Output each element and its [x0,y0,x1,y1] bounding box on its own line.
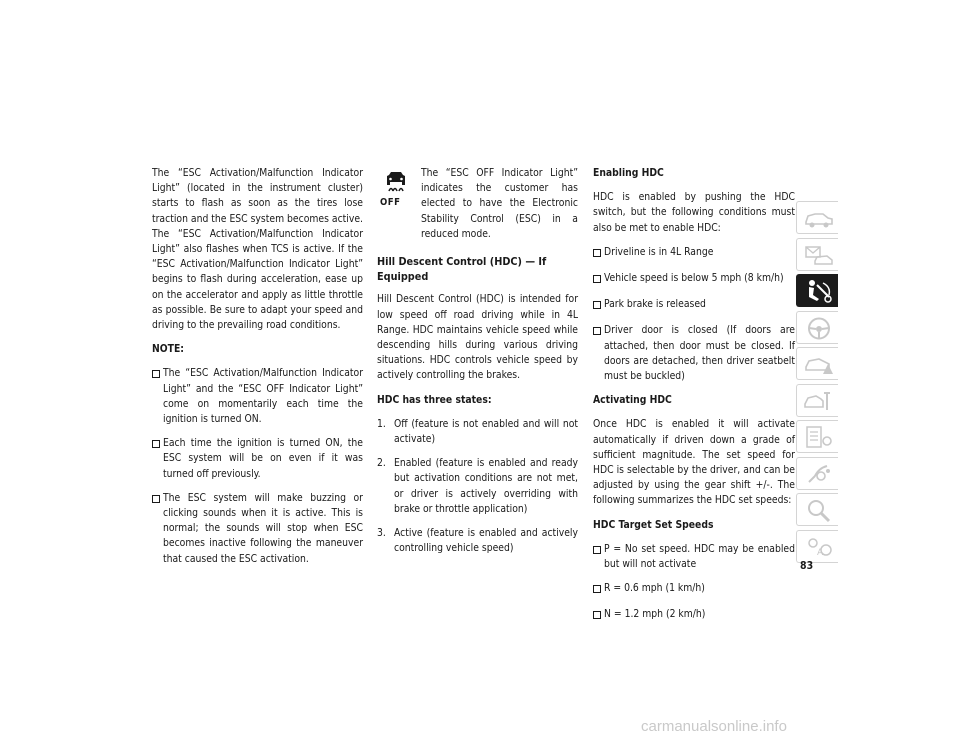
svg-text:A: A [817,547,824,558]
bullet-box-icon [593,585,601,593]
state-item: 3. Active (feature is enabled and actively controlling vehicle speed) [377,527,578,555]
column-left [152,166,363,576]
note-label: NOTE: [152,343,184,356]
seat-airbag-icon [803,279,835,304]
footer-watermark[interactable]: carmanualsonline.info [641,718,787,735]
bullet-box-icon [593,301,601,309]
enabling-paragraph: HDC is enabled by pushing the HDC switch, but the following conditions must also be met to enable HDC: [593,191,795,234]
chapter-tab[interactable] [796,493,838,526]
esc-intro-paragraph: The “ESC Activation/Malfunction Indicator Light” (located in the instrument cluster) starts to flash as soon as the tires lose traction and the ESC system becomes active. The “ESC Activation/Malfunction Indicator Light” also flashes when TCS is active. If the “ESC Activation/Malfunction Indicator Light” begins to flash during acceleration, ease up on the accelerator and apply as little throttle as possible. Be sure to adapt your speed and driving to the prevailing road conditions. [152,167,363,332]
chapter-tab[interactable] [796,420,838,453]
note-item: The ESC system will make buzzing or clicking sounds when it is active. This is normal; the sounds will stop when ESC becomes inactive following the maneuver that caused the ESC activation. [152,491,363,567]
condition-item: Driver door is closed (If doors are attached, then door must be closed. If doors are detached, then driver seatbelt must be buckled) [593,323,795,384]
chapter-tab[interactable] [796,457,838,490]
note-item: The “ESC Activation/Malfunction Indicator Light” and the “ESC OFF Indicator Light” come on momentarily each time the ignition is turned ON. [152,366,363,427]
chapter-tab[interactable] [796,347,838,380]
esc-off-indicator-block [377,166,578,242]
chapter-tab[interactable] [796,384,838,417]
page-number: 83 [800,560,814,572]
chapter-tab[interactable] [796,530,838,563]
maintenance-list-icon [803,425,835,450]
car-service-icon [803,389,835,414]
chapter-tab[interactable] [796,201,838,234]
bullet-box-icon [152,495,160,503]
bullet-box-icon [593,546,601,554]
bullet-box-icon [593,327,601,335]
condition-item: Park brake is released [593,297,795,314]
esc-off-description: The “ESC OFF Indicator Light” indicates the customer has elected to have the Electronic Stability Control (ESC) in a reduced mode. [421,167,578,240]
chapter-tab-active[interactable] [796,274,838,307]
target-item: R = 0.6 mph (1 km/h) [593,581,795,598]
car-info-icon [803,206,835,231]
chapter-tab[interactable] [796,311,838,344]
enabling-heading: Enabling HDC [593,167,664,179]
hdc-heading: Hill Descent Control (HDC) — If Equipped [377,255,547,284]
column-right [593,166,795,634]
car-warning-icon [803,352,835,377]
multimedia-icon [803,462,835,487]
condition-item: Vehicle speed is below 5 mph (8 km/h) [593,271,795,288]
activating-heading: Activating HDC [593,394,672,407]
column-middle [377,166,578,565]
esc-off-icon [377,166,421,206]
esc-off-label: OFF [380,197,401,208]
bullet-box-icon [593,611,601,619]
chapter-tab[interactable] [796,238,838,271]
state-item: 2. Enabled (feature is enabled and ready but activation conditions are not met, or driver is actively overriding with brake or throttle application) [377,457,578,515]
bullet-box-icon [593,275,601,283]
chapter-tabs [796,201,840,566]
language-icon [803,535,835,560]
hdc-intro-paragraph: Hill Descent Control (HDC) is intended for low speed off road driving while in 4L Range. HDC maintains vehicle speed while descending hills during various driving situations. HDC controls vehicle speed by actively controlling the brakes. [377,293,578,382]
bullet-box-icon [152,440,160,448]
condition-item: Driveline is in 4L Range [593,245,795,262]
state-item: 1. Off (feature is not enabled and will not activate) [377,417,578,446]
target-item: N = 1.2 mph (2 km/h) [593,607,795,624]
steering-wheel-icon [803,316,835,341]
activating-paragraph: Once HDC is enabled it will activate automatically if driven down a grade of sufficient magnitude. The set speed for HDC is selectable by the driver, and can be adjusted by using the gear shift +/-. The following summarizes the HDC set speeds: [593,418,795,507]
hdc-states-label: HDC has three states: [377,393,492,406]
note-item: Each time the ignition is turned ON, the ESC system will be on even if it was turned off previously. [152,436,363,482]
target-item: P = No set speed. HDC may be enabled but will not activate [593,542,795,572]
bullet-box-icon [593,249,601,257]
search-icon [803,498,835,523]
target-speeds-heading: HDC Target Set Speeds [593,518,714,531]
car-mail-icon [803,243,835,268]
bullet-box-icon [152,370,160,378]
